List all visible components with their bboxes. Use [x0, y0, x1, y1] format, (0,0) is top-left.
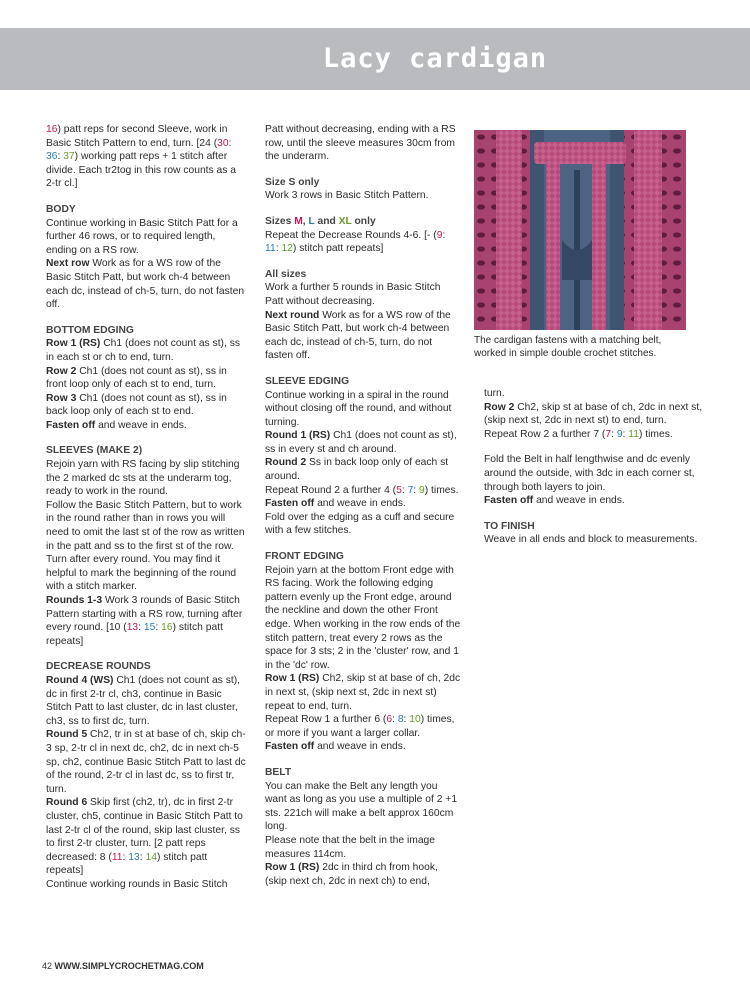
rounds-paragraph: Rounds 1-3 Work 3 rounds of Basic Stitch Pattern starting with a RS row, turning after every round. [10 (13: 15: 16) stitch patt repeats] — [46, 595, 243, 647]
finish-text: Weave in all ends and block to measurements. — [484, 534, 698, 546]
row3-paragraph: Row 3 Ch1 (does not count as st), ss in back loop only of each st to end. — [46, 392, 227, 418]
page-title: Lacy cardigan — [322, 43, 548, 74]
round1-paragraph: Round 1 (RS) Ch1 (does not count as st), ss in every st and ch around. — [265, 430, 457, 455]
column-1 — [46, 123, 246, 891]
round6-paragraph: Round 6 Skip first (ch2, tr), dc in first 2-tr cluster, ch5, continue in Basic Stitch Patt to last 2-tr cl of the round, skip last cluster, ss to first 2-tr cluster, turn. [2 patt reps decreased: 8 (11: 13: 14) stitch patt repeats] — [46, 797, 243, 877]
sizes-mlxl-heading: Sizes M, L and XL only — [265, 215, 376, 227]
body-heading: BODY — [46, 203, 76, 215]
cardigan-illustration — [474, 130, 686, 330]
front-edging-heading: FRONT EDGING — [265, 551, 344, 563]
round5-paragraph: Round 5 Ch2, tr in st at base of ch, skip ch-3 sp, 2-tr cl in next dc, ch2, dc in next ch-5 sp, ch2, continue Basic Stitch Patt to last dc of the round, 2-tr cl in last dc, ss to first tr, turn. — [46, 729, 246, 795]
next-row-paragraph: Next row Work as for a WS row of the Basic Stitch Patt, but work ch-4 between each dc, instead of ch-5, turn, do not fasten off. — [46, 258, 245, 311]
belt-row2-paragraph: Row 2 Ch2, skip st at base of ch, 2dc in next st, (skip next st, 2dc in next st) to end, turn. — [484, 401, 703, 427]
repeat-round2-paragraph: Repeat Round 2 a further 4 (5: 7: 9) times. — [265, 484, 459, 496]
fasten-off-paragraph-3: Fasten off and weave in ends. — [265, 741, 406, 753]
sleeve-edging-text: Continue working in a spiral in the round without closing off the round, and without turning. — [265, 389, 452, 428]
column-3 — [484, 387, 704, 547]
body-text: Continue working in Basic Stitch Patt for a further 46 rows, or to required length, ending on a RS row. — [46, 217, 238, 256]
belt-heading: BELT — [265, 766, 292, 778]
magazine-url[interactable]: WWW.SIMPLYCROCHETMAG.COM — [54, 961, 204, 971]
bottom-edging-heading: BOTTOM EDGING — [46, 324, 134, 336]
front-repeat-paragraph: Repeat Row 1 a further 6 (6: 8: 10) times, or more if you want a larger collar. — [265, 714, 455, 739]
front-row1-paragraph: Row 1 (RS) Ch2, skip st at base of ch, 2dc in next st, (skip next st, 2dc in next st) repeat to end, turn. — [265, 673, 461, 712]
cont-text: Patt without decreasing, ending with a RS row, until the sleeve measures 30cm from the underarm. — [265, 124, 456, 163]
fasten-off-paragraph-4: Fasten off and weave in ends. — [484, 495, 625, 507]
finish-heading: TO FINISH — [484, 520, 535, 532]
belt-row1-paragraph: Row 1 (RS) 2dc in third ch from hook, (skip next ch, 2dc in next ch) to end, — [265, 862, 438, 887]
column-2 — [265, 123, 461, 888]
sizes-mlxl-text: Repeat the Decrease Rounds 4-6. [- (9: 11: 12) stitch patt repeats] — [265, 229, 446, 255]
continue-text: Continue working rounds in Basic Stitch — [46, 878, 228, 890]
size-s-text: Work 3 rows in Basic Stitch Pattern. — [265, 190, 429, 202]
intro-paragraph: 16) patt reps for second Sleeve, work in Basic Stitch Pattern to end, turn. [24 (30: 36: 37) working patt reps + 1 stitch after divide. Each tr2tog in this row counts as a 2-tr cl.] — [46, 124, 237, 190]
page-number: 42 — [42, 961, 53, 971]
belt-text-2: Please note that the belt in the image measures 114cm. — [265, 834, 436, 860]
fasten-off-paragraph: Fasten off and weave in ends. — [46, 419, 187, 431]
sleeve-edging-heading: SLEEVE EDGING — [265, 375, 350, 387]
sleeves-text-1: Rejoin yarn with RS facing by slip stitching the 2 marked dc sts at the underarm tog, ready to work in the round. — [46, 459, 240, 498]
sleeves-text-2: Follow the Basic Stitch Pattern, but to work in the round rather than in rows you will need to omit the last st of the row as written in the patt and ss to the first st of the row. Turn after every round. You may find it helpful to mark the beginning of the round with a stitch marker. — [46, 499, 245, 593]
sleeves-heading: SLEEVES (MAKE 2) — [46, 445, 143, 457]
header-band — [0, 28, 750, 90]
all-sizes-heading: All sizes — [265, 268, 307, 280]
turn-text: turn. — [484, 388, 505, 399]
row1-paragraph: Row 1 (RS) Ch1 (does not count as st), ss in each st or ch to end, turn. — [46, 338, 241, 363]
decrease-heading: DECREASE ROUNDS — [46, 661, 151, 673]
page-footer — [42, 961, 204, 971]
fold-text: Fold over the edging as a cuff and secure with a few stitches. — [265, 511, 455, 537]
belt-repeat-paragraph: Repeat Row 2 a further 7 (7: 9: 11) times. — [484, 428, 673, 440]
photo-caption: The cardigan fastens with a matching belt, worked in simple double crochet stitches. — [474, 335, 662, 359]
next-round-paragraph: Next round Work as for a WS row of the Basic Stitch Patt, but work ch-4 between each dc, instead of ch-5, turn, do not fasten off. — [265, 309, 451, 362]
size-s-heading: Size S only — [265, 176, 320, 188]
round4-paragraph: Round 4 (WS) Ch1 (does not count as st), dc in first 2-tr cl, ch3, continue in Basic Stitch Patt to last cluster, dc in last cluster, ch3, ss to first dc, turn. — [46, 674, 240, 727]
belt-text-1: You can make the Belt any length you want as long as you use a multiple of 2 +1 sts. 221ch will make a belt approx 160cm long. — [265, 780, 458, 833]
front-edging-text: Rejoin yarn at the bottom Front edge with RS facing. Work the following edging pattern evenly up the Front edge, around the neckline and down the other Front edge. When working in the row ends of the stitch pattern, treat every 2 rows as the space for 3 sts; 2 in the 'cluster' row, and 1 in the 'dc' row. — [265, 564, 461, 671]
fold-belt-text: Fold the Belt in half lengthwise and dc evenly around the outside, with 3dc in each corner st, through both layers to join. — [484, 454, 695, 493]
row2-paragraph: Row 2 Ch1 (does not count as st), ss in front loop only of each st to end, turn. — [46, 365, 227, 391]
all-sizes-text: Work a further 5 rounds in Basic Stitch Patt without decreasing. — [265, 282, 441, 307]
cardigan-photo — [474, 130, 686, 330]
fasten-off-paragraph-2: Fasten off and weave in ends. — [265, 498, 406, 510]
round2-paragraph: Round 2 Ss in back loop only of each st around. — [265, 457, 449, 483]
